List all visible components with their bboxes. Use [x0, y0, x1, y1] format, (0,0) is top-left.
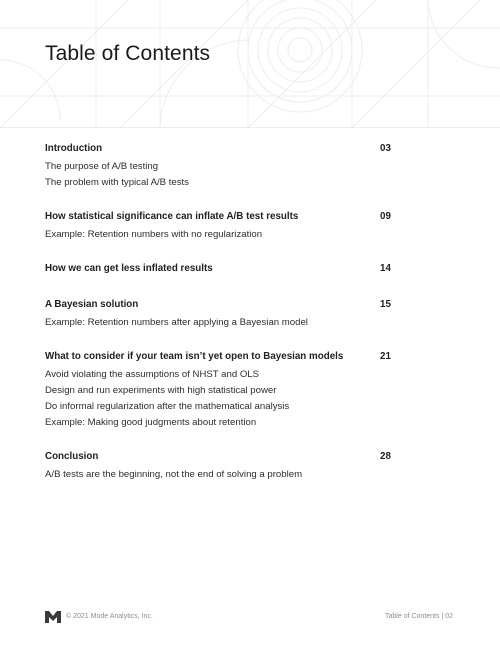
toc-subitem[interactable]: Design and run experiments with high statistical power — [45, 385, 277, 396]
toc-section — [45, 299, 400, 331]
page-number: 15 — [380, 299, 391, 310]
page-number: 14 — [380, 263, 391, 274]
page-number: 28 — [380, 451, 391, 462]
mode-logo-icon — [45, 611, 61, 623]
header-divider — [0, 127, 500, 128]
section-title: Introduction — [45, 143, 103, 154]
section-title: How statistical significance can inflate A/B test results — [45, 211, 299, 222]
toc-section — [45, 351, 400, 431]
copyright-text: © 2021 Mode Analytics, Inc. — [66, 613, 153, 620]
toc-subitem[interactable]: A/B tests are the beginning, not the end of solving a problem — [45, 469, 303, 480]
toc-section-heading[interactable] — [45, 351, 400, 367]
toc-section — [45, 263, 400, 279]
page-number: 09 — [380, 211, 391, 222]
toc-subitem[interactable]: Avoid violating the assumptions of NHST and OLS — [45, 369, 260, 380]
section-title: What to consider if your team isn’t yet open to Bayesian models — [45, 351, 344, 362]
footer-page-label: Table of Contents | 02 — [385, 613, 453, 620]
toc-section-heading[interactable] — [45, 263, 400, 279]
toc-subitem[interactable]: Example: Retention numbers with no regularization — [45, 229, 263, 240]
page-title: Table of Contents — [45, 42, 211, 65]
page-number: 21 — [380, 351, 391, 362]
page-number: 03 — [380, 143, 391, 154]
toc-subitem[interactable]: Example: Making good judgments about retention — [45, 417, 257, 428]
toc-section-heading[interactable] — [45, 451, 400, 467]
section-title: Conclusion — [45, 451, 99, 462]
toc-section-heading[interactable] — [45, 299, 400, 315]
section-title: How we can get less inflated results — [45, 263, 213, 274]
toc-subitem[interactable]: The purpose of A/B testing — [45, 161, 159, 172]
toc-subitem[interactable]: Example: Retention numbers after applying a Bayesian model — [45, 317, 308, 328]
section-title: A Bayesian solution — [45, 299, 139, 310]
toc-section-heading[interactable] — [45, 211, 400, 227]
header-banner — [0, 0, 500, 128]
toc-section-heading[interactable] — [45, 143, 400, 159]
toc-section — [45, 451, 400, 483]
toc-section — [45, 143, 400, 191]
toc-section — [45, 211, 400, 243]
toc-subitem[interactable]: The problem with typical A/B tests — [45, 177, 189, 188]
table-of-contents — [45, 143, 400, 503]
footer — [45, 611, 453, 625]
toc-subitem[interactable]: Do informal regularization after the mathematical analysis — [45, 401, 290, 412]
